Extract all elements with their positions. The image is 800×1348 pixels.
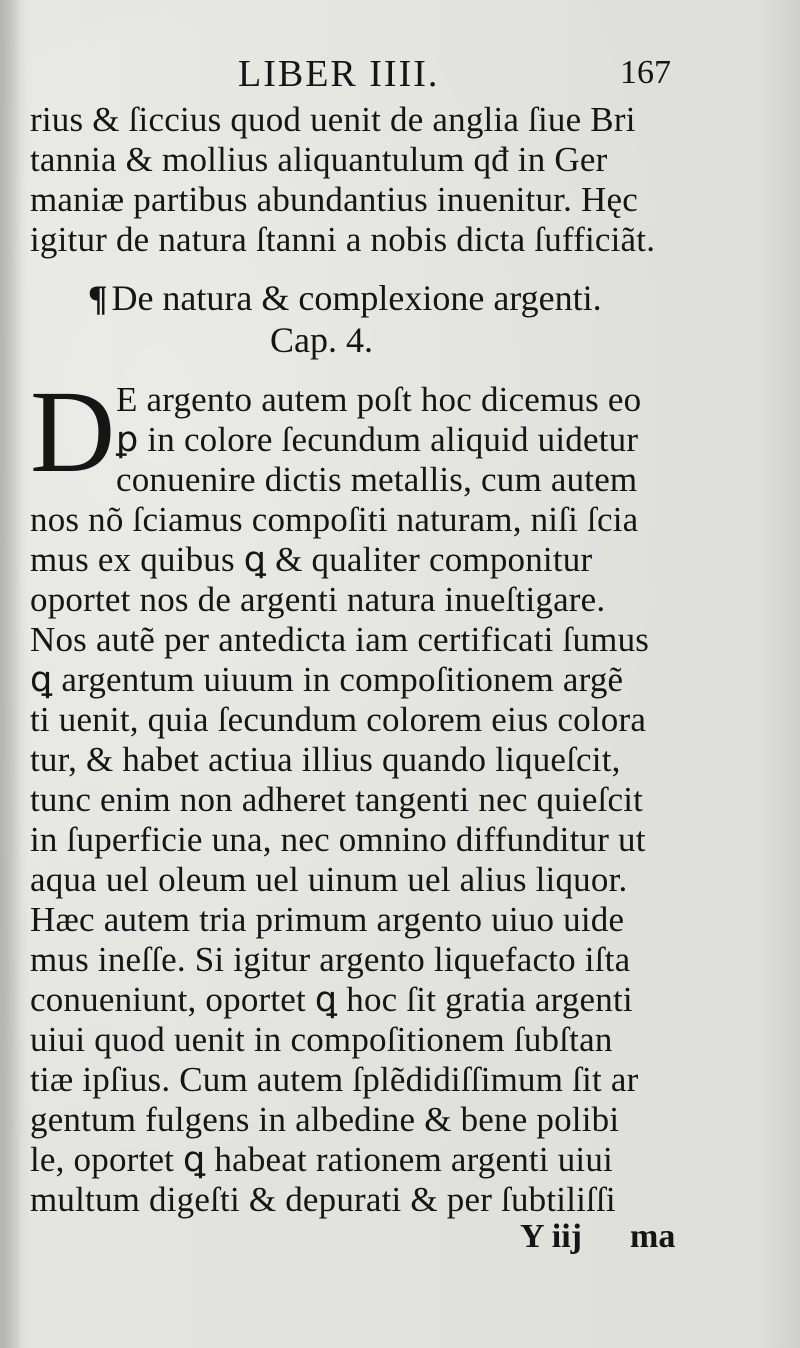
text-line: multum digeſti & depurati & per ſubtiliſſi xyxy=(30,1180,616,1219)
running-title: LIBER IIII. xyxy=(238,53,440,95)
text-line: maniæ partibus abundantius inuenitur. Hęc xyxy=(30,180,638,219)
text-line: in ſuperficie una, nec omnino diffunditur ut xyxy=(30,820,646,859)
text-line: aqua uel oleum uel uinum uel alius liquor. xyxy=(30,860,628,899)
text-line: Hæc autem tria primum argento uiuo uide xyxy=(30,900,625,939)
text-line: tannia & mollius aliquantulum qđ in Ger xyxy=(30,140,608,179)
chapter-number: Cap. 4. xyxy=(270,320,373,360)
pilcrow-icon: ¶ xyxy=(88,278,108,318)
text-line: tiæ ipſius. Cum autem ſplẽdidiſſimum ſit ar xyxy=(30,1060,639,1099)
drop-initial: D xyxy=(30,366,116,497)
page-gutter-shadow xyxy=(0,0,22,1348)
text-line: nos nõ ſciamus compoſiti naturam, niſi ſcia xyxy=(30,500,639,539)
text-line: E argento autem poſt hoc dicemus eo xyxy=(116,380,642,419)
text-line: tur, & habet actiua illius quando liqueſcit, xyxy=(30,740,621,779)
signature-mark: Y iij xyxy=(520,1218,583,1255)
text-line: Nos autẽ per antedicta iam certificati ſumus xyxy=(30,620,650,659)
text-line: ꝑ in colore ſecundum aliquid uidetur xyxy=(116,420,639,459)
page-number: 167 xyxy=(620,54,671,91)
text-line: mus ineſſe. Si igitur argento liquefacto iſta xyxy=(30,940,631,979)
chapter-heading xyxy=(88,278,602,318)
text-line: uiui quod uenit in compoſitionem ſubſtan xyxy=(30,1020,613,1059)
text-line: conueniunt, oportet ꝗ hoc ſit gratia argenti xyxy=(30,980,633,1019)
running-head xyxy=(0,52,800,96)
text-line: conuenire dictis metallis, cum autem xyxy=(116,460,638,499)
text-line: le, oportet ꝗ habeat rationem argenti uiui xyxy=(30,1140,613,1179)
text-line: tunc enim non adheret tangenti nec quieſcit xyxy=(30,780,644,819)
text-line: ꝗ argentum uiuum in compoſitionem argẽ xyxy=(30,660,624,699)
text-line: ti uenit, quia ſecundum colorem eius colora xyxy=(30,700,647,739)
catchword: ma xyxy=(630,1218,676,1255)
text-line: oportet nos de argenti natura inueſtigare. xyxy=(30,580,606,619)
text-line: gentum fulgens in albedine & bene polibi xyxy=(30,1100,620,1139)
text-line: rius & ſiccius quod uenit de anglia ſiue Bri xyxy=(30,100,636,139)
chapter-title: De natura & complexione argenti. xyxy=(111,278,602,318)
text-line: igitur de natura ſtanni a nobis dicta ſufficiãt. xyxy=(30,220,656,259)
text-line: mus ex quibus ꝗ & qualiter componitur xyxy=(30,540,593,579)
